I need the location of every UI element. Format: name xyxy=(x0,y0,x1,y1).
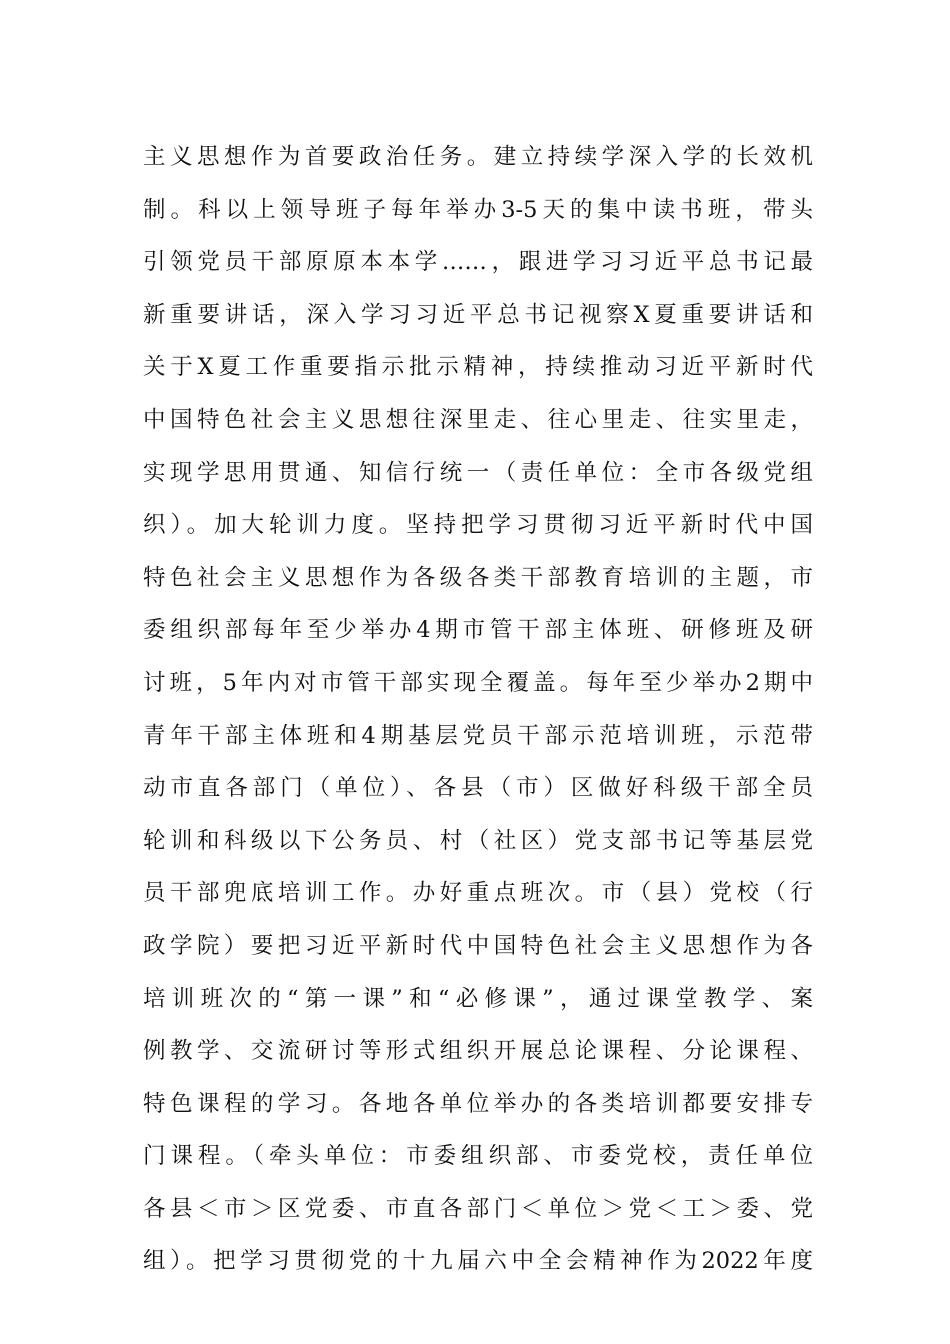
text-line: 主义思想作为首要政治任务。建立持续学深入学的长效机 xyxy=(143,144,813,170)
text-line: 轮训和科级以下公务员、村（社区）党支部书记等基层党 xyxy=(143,827,813,854)
body-text xyxy=(143,131,813,1288)
text-line: 特色课程的学习。各地各单位举办的各类培训都要安排专 xyxy=(143,1090,813,1117)
text-line: 中国特色社会主义思想往深里走、往心里走、往实里走， xyxy=(143,406,813,433)
text-line: 培训班次的“第一课”和“必修课”，通过课堂教学、案 xyxy=(143,985,813,1012)
text-line: 讨班，5年内对市管干部实现全覆盖。每年至少举办2期中 xyxy=(143,669,813,696)
text-line: 制。科以上领导班子每年举办3-5天的集中读书班，带头 xyxy=(143,196,813,223)
text-line: 员干部兜底培训工作。办好重点班次。市（县）党校（行 xyxy=(143,880,813,907)
text-line: 各县＜市＞区党委、市直各部门＜单位＞党＜工＞委、党 xyxy=(143,1195,813,1222)
text-line: 委组织部每年至少举办4期市管干部主体班、研修班及研 xyxy=(143,617,813,644)
text-line: 动市直各部门（单位）、各县（市）区做好科级干部全员 xyxy=(143,775,813,802)
text-line: 特色社会主义思想作为各级各类干部教育培训的主题，市 xyxy=(143,564,813,591)
text-line: 实现学思用贯通、知信行统一（责任单位：全市各级党组 xyxy=(143,459,813,486)
text-line: 关于X夏工作重要指示批示精神，持续推动习近平新时代 xyxy=(143,354,813,381)
text-line: 新重要讲话，深入学习习近平总书记视察X夏重要讲话和 xyxy=(143,301,813,328)
text-line: 引领党员干部原原本本学……，跟进学习习近平总书记最 xyxy=(143,249,813,276)
text-line: 组）。把学习贯彻党的十九届六中全会精神作为2022年度 xyxy=(143,1248,813,1275)
text-line: 织）。加大轮训力度。坚持把学习贯彻习近平新时代中国 xyxy=(143,512,813,539)
text-line: 例教学、交流研讨等形式组织开展总论课程、分论课程、 xyxy=(143,1038,813,1065)
text-line: 青年干部主体班和4期基层党员干部示范培训班，示范带 xyxy=(143,722,813,749)
text-line: 政学院）要把习近平新时代中国特色社会主义思想作为各 xyxy=(143,932,813,959)
text-line: 门课程。（牵头单位：市委组织部、市委党校，责任单位 xyxy=(143,1143,813,1170)
